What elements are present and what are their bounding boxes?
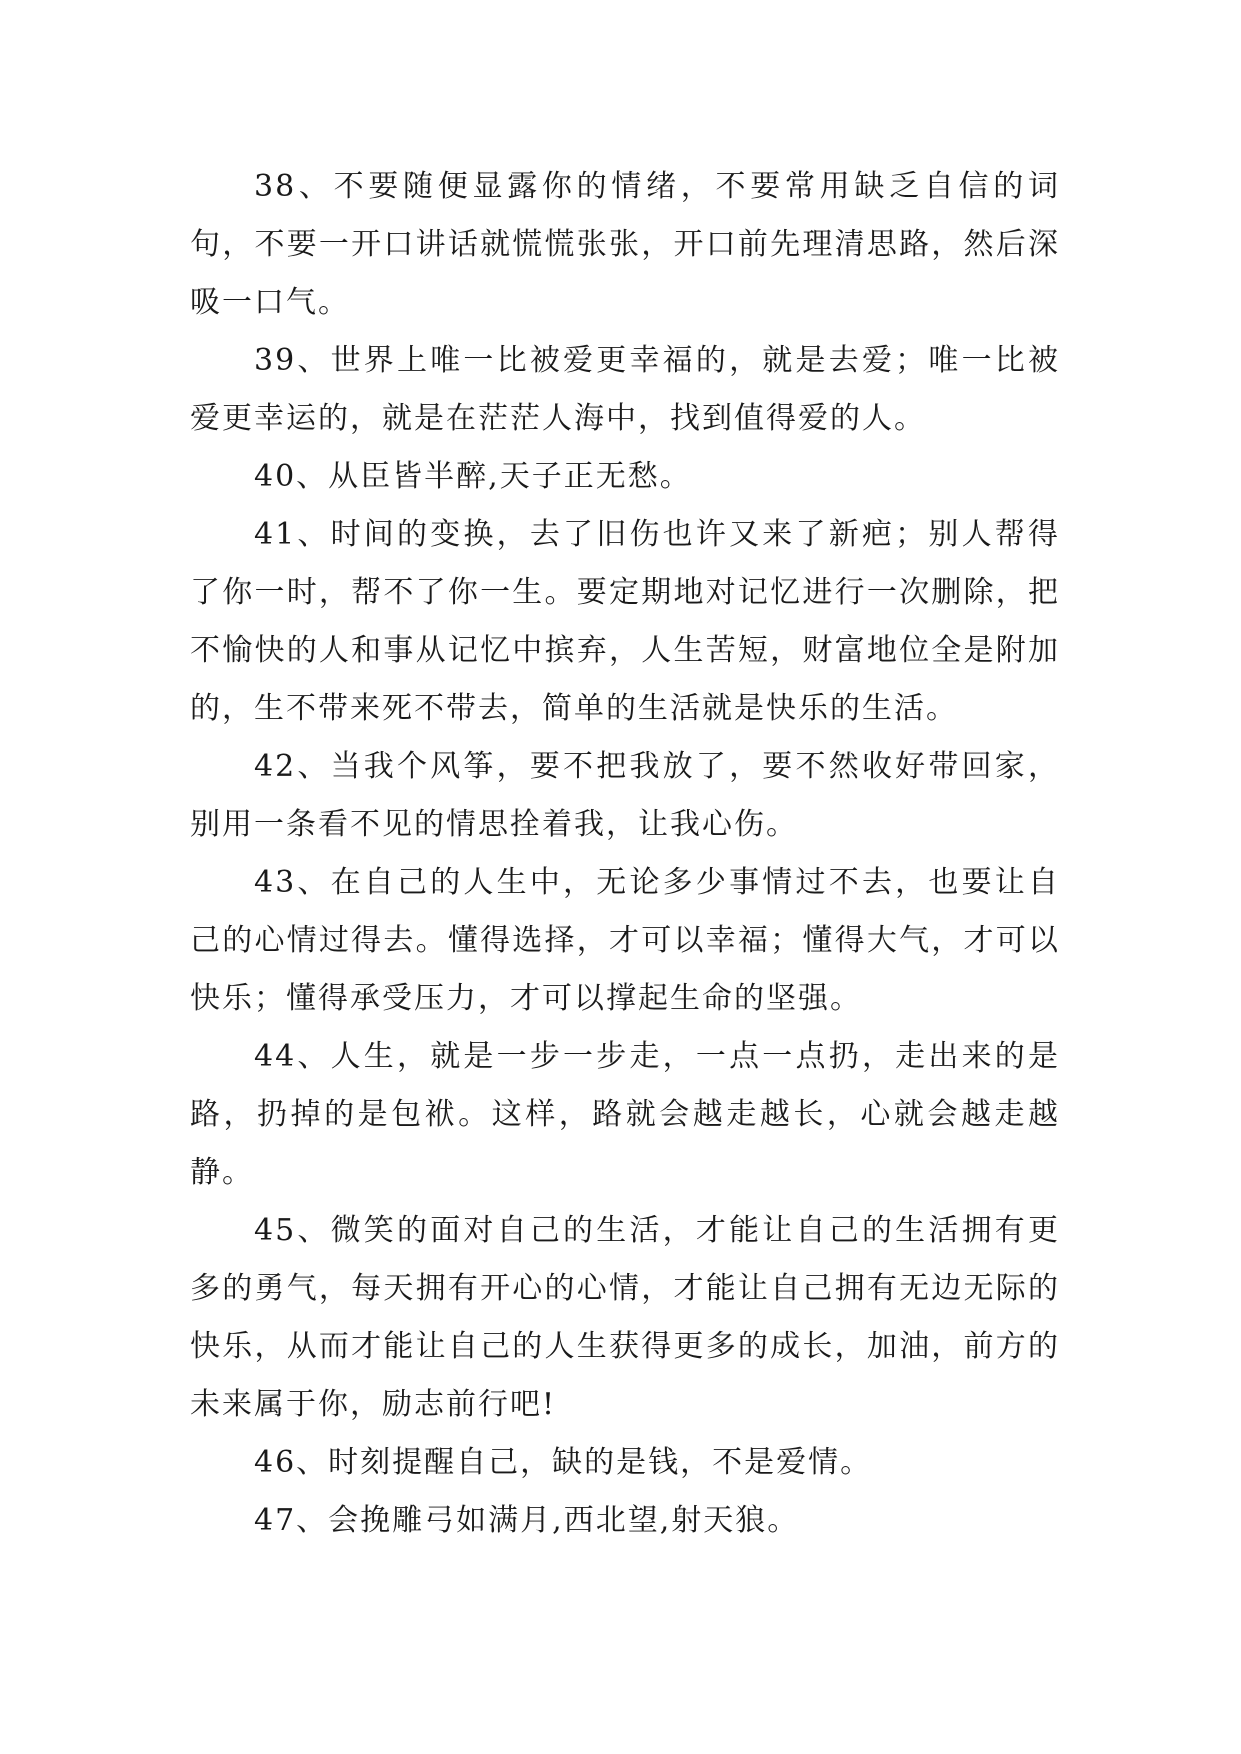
document-body: [190, 158, 1060, 1550]
paragraph-44: 44、人生，就是一步一步走，一点一点扔，走出来的是路，扔掉的是包袱。这样，路就会越走越长，心就会越走越静。: [190, 1039, 1060, 1190]
paragraph-42: 42、当我个风筝，要不把我放了，要不然收好带回家，别用一条看不见的情思拴着我，让我心伤。: [190, 749, 1060, 842]
paragraph-38: 38、不要随便显露你的情绪，不要常用缺乏自信的词句，不要一开口讲话就慌慌张张，开口前先理清思路，然后深吸一口气。: [190, 169, 1060, 320]
paragraph-45: 45、微笑的面对自己的生活，才能让自己的生活拥有更多的勇气，每天拥有开心的心情，才能让自己拥有无边无际的快乐，从而才能让自己的人生获得更多的成长，加油，前方的未来属于你，励志前行吧!: [190, 1213, 1060, 1422]
paragraph-47: 47、会挽雕弓如满月,西北望,射天狼。: [254, 1503, 800, 1538]
paragraph-43: 43、在自己的人生中，无论多少事情过不去，也要让自己的心情过得去。懂得选择，才可以幸福；懂得大气，才可以快乐；懂得承受压力，才可以撑起生命的坚强。: [190, 865, 1060, 1016]
paragraph-46: 46、时刻提醒自己，缺的是钱，不是爱情。: [254, 1445, 873, 1480]
paragraph-40: 40、从臣皆半醉,天子正无愁。: [254, 459, 692, 494]
paragraph-41: 41、时间的变换，去了旧伤也许又来了新疤；别人帮得了你一时，帮不了你一生。要定期地对记忆进行一次删除，把不愉快的人和事从记忆中摈弃，人生苦短，财富地位全是附加的，生不带来死不带去，简单的生活就是快乐的生活。: [190, 517, 1060, 726]
paragraph-39: 39、世界上唯一比被爱更幸福的，就是去爱；唯一比被爱更幸运的，就是在茫茫人海中，找到值得爱的人。: [190, 343, 1060, 436]
